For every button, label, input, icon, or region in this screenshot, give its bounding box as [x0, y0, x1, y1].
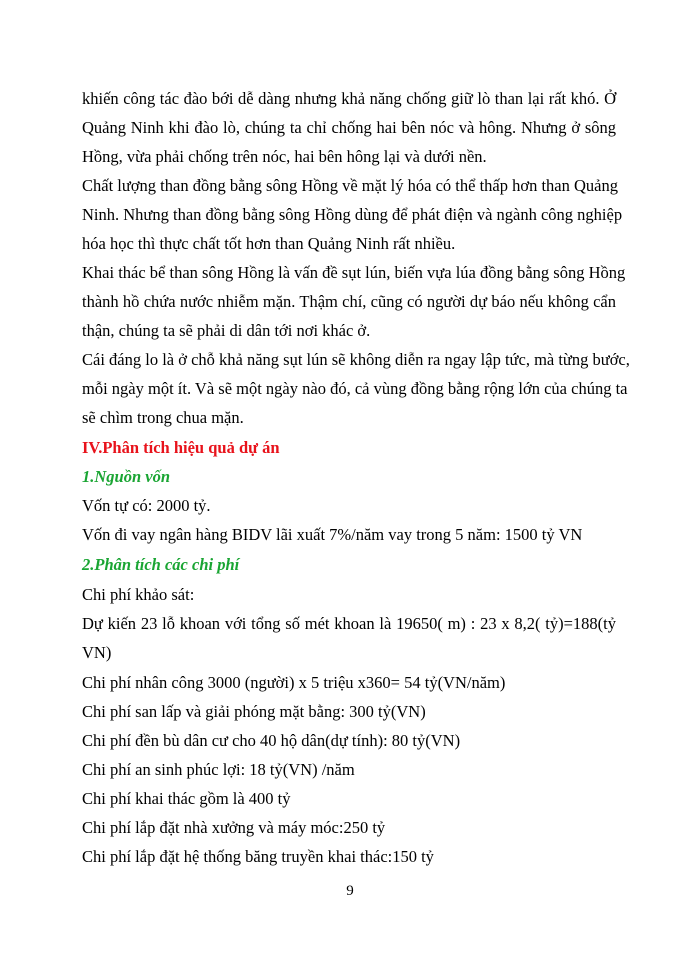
paragraph-line: Chất lượng than đồng bằng sông Hồng về mặt lý hóa có thể thấp hơn than Quảng — [82, 176, 618, 195]
paragraph-line: khiến công tác đào bới dễ dàng nhưng khả năng chống giữ lò than lại rất khó. Ở — [82, 89, 616, 108]
paragraph-line: thành hồ chứa nước nhiễm mặn. Thậm chí, cũng có người dự báo nếu không cẩn — [82, 292, 616, 311]
list-item: Chi phí lắp đặt hệ thống băng truyền khai thác:150 tỷ — [82, 847, 434, 866]
subsection-heading: 1.Nguồn vốn — [82, 467, 171, 486]
paragraph-line: Vốn tự có: 2000 tỷ. — [82, 496, 211, 515]
list-item: Chi phí san lấp và giải phóng mặt bằng: 300 tỷ(VN) — [82, 702, 426, 721]
paragraph-line: Khai thác bể than sông Hồng là vấn đề sụt lún, biến vựa lúa đồng bằng sông Hồng — [82, 263, 626, 282]
list-item: Chi phí đền bù dân cư cho 40 hộ dân(dự tính): 80 tỷ(VN) — [82, 731, 461, 750]
paragraph-line: Hồng, vừa phải chống trên nóc, hai bên hông lại và dưới nền. — [82, 147, 487, 166]
paragraph-line: hóa học thì thực chất tốt hơn than Quảng Ninh rất nhiều. — [82, 234, 456, 253]
list-item: Chi phí nhân công 3000 (người) x 5 triệu x360= 54 tỷ(VN/năm) — [82, 673, 506, 692]
paragraph-line: Vốn đi vay ngân hàng BIDV lãi xuất 7%/năm vay trong 5 năm: 1500 tỷ VN — [82, 525, 583, 544]
list-item: Chi phí khai thác gồm là 400 tỷ — [82, 789, 291, 808]
paragraph-line: Dự kiến 23 lỗ khoan với tổng số mét khoan là 19650( m) : 23 x 8,2( tỷ)=188(tỷ — [82, 614, 616, 633]
subsection-heading: 2.Phân tích các chi phí — [82, 555, 240, 574]
paragraph-line: Chi phí khảo sát: — [82, 585, 195, 604]
paragraph-line: Quảng Ninh khi đào lò, chúng ta chỉ chống hai bên nóc và hông. Nhưng ở sông — [82, 118, 616, 137]
paragraph-line: mỗi ngày một ít. Và sẽ một ngày nào đó, cả vùng đồng bằng rộng lớn của chúng ta — [82, 379, 628, 398]
paragraph-line: thận, chúng ta sẽ phải di dân tới nơi khác ở. — [82, 321, 371, 340]
list-item: Chi phí lắp đặt nhà xưởng và máy móc:250 tỷ — [82, 818, 386, 837]
paragraph-line: Cái đáng lo là ở chỗ khả năng sụt lún sẽ không diễn ra ngay lập tức, mà từng bước, — [82, 350, 630, 369]
section-heading: IV.Phân tích hiệu quả dự án — [82, 438, 280, 457]
paragraph-line: Ninh. Nhưng than đồng bằng sông Hồng dùng để phát điện và ngành công nghiệp — [82, 205, 623, 224]
list-item: Chi phí an sinh phúc lợi: 18 tỷ(VN) /năm — [82, 760, 355, 779]
paragraph-line: sẽ chìm trong chua mặn. — [82, 408, 244, 427]
paragraph-line: VN) — [82, 643, 112, 662]
page-number: 9 — [346, 883, 354, 899]
